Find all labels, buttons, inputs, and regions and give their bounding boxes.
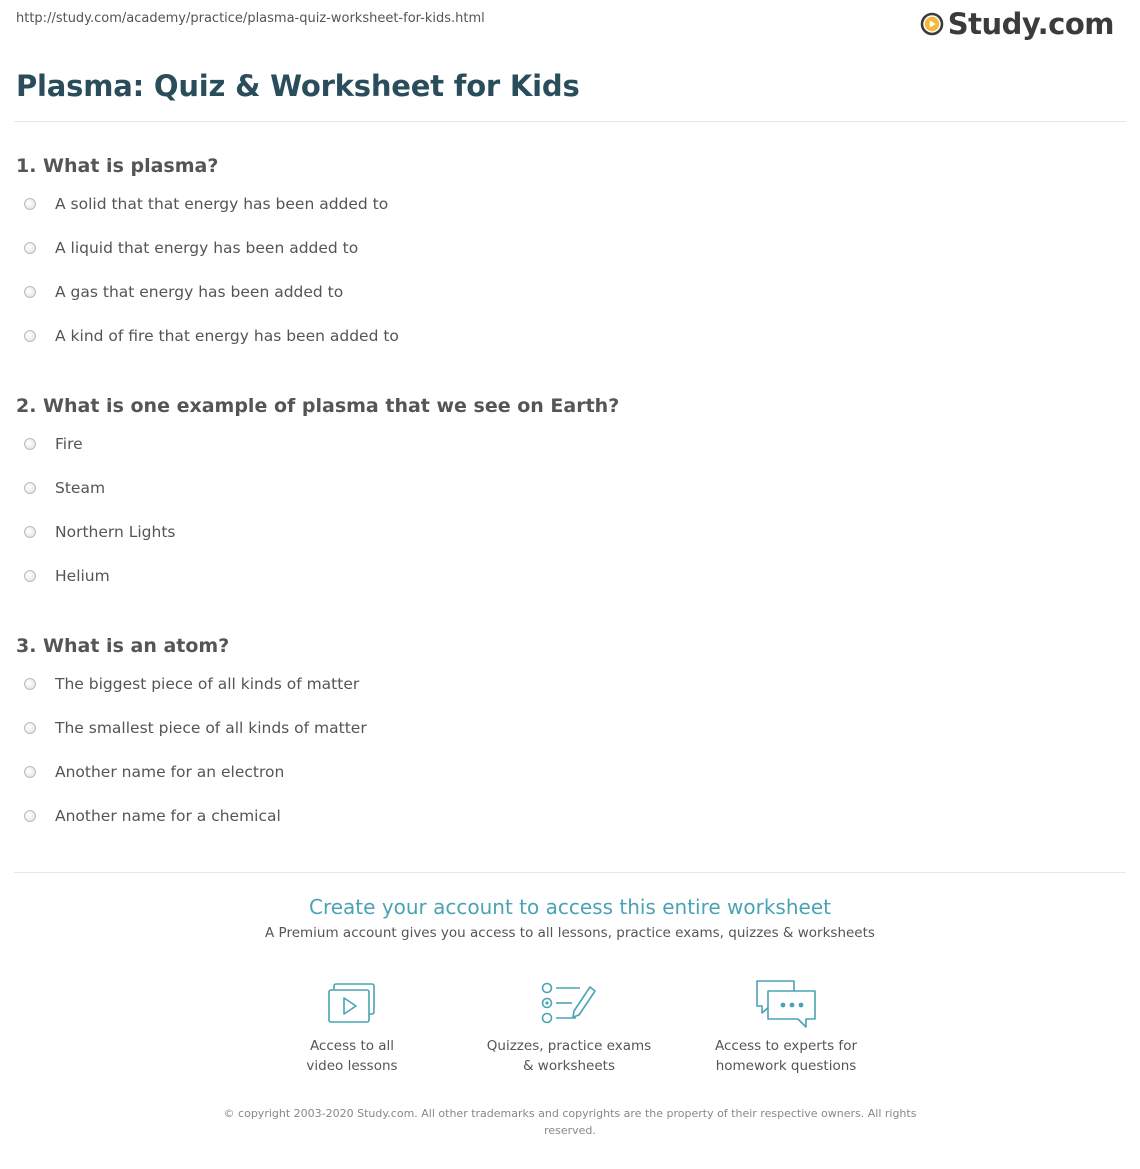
radio-button[interactable]: [24, 526, 36, 538]
divider: [14, 121, 1126, 122]
option-label: Fire: [55, 435, 83, 453]
quiz-checklist-icon: [540, 981, 598, 1027]
page-title: Plasma: Quiz & Worksheet for Kids: [16, 69, 580, 103]
feature-label: Access to experts for: [714, 1038, 857, 1054]
option-label: A gas that energy has been added to: [55, 283, 344, 301]
answer-option[interactable]: [16, 422, 1116, 466]
divider: [14, 872, 1126, 873]
video-lessons-icon: [326, 982, 378, 1026]
radio-button[interactable]: [24, 482, 36, 494]
question-title: 3. What is an atom?: [16, 635, 230, 657]
answer-option[interactable]: [16, 554, 1116, 598]
radio-button[interactable]: [24, 438, 36, 450]
question-title: 1. What is plasma?: [16, 155, 219, 177]
radio-button[interactable]: [24, 810, 36, 822]
question-3: [16, 632, 1116, 838]
answer-option[interactable]: [16, 706, 1116, 750]
option-label: The smallest piece of all kinds of matter: [55, 719, 367, 737]
radio-button[interactable]: [24, 330, 36, 342]
radio-button[interactable]: [24, 242, 36, 254]
copyright-text: reserved.: [544, 1124, 596, 1137]
answer-option[interactable]: [16, 466, 1116, 510]
question-title: 2. What is one example of plasma that we see on Earth?: [16, 395, 620, 417]
study-logo[interactable]: [920, 6, 1114, 42]
option-label: A kind of fire that energy has been added to: [55, 327, 399, 345]
promo-subtitle: A Premium account gives you access to all lessons, practice exams, quizzes & worksheets: [265, 925, 875, 941]
feature-label: video lessons: [306, 1058, 398, 1074]
copyright-text: © copyright 2003-2020 Study.com. All other trademarks and copyrights are the property of their respective owners. All rights: [223, 1107, 917, 1120]
option-label: Steam: [55, 479, 106, 497]
play-logo-icon: [920, 12, 944, 36]
feature-label: homework questions: [715, 1058, 857, 1074]
answer-option[interactable]: [16, 226, 1116, 270]
feature-quizzes: [469, 975, 669, 1076]
radio-button[interactable]: [24, 286, 36, 298]
create-account-link[interactable]: Create your account to access this entire worksheet: [309, 895, 831, 919]
option-label: Another name for an electron: [55, 763, 285, 781]
radio-button[interactable]: [24, 766, 36, 778]
option-label: A solid that that energy has been added to: [55, 195, 389, 213]
radio-button[interactable]: [24, 722, 36, 734]
signup-promo: [0, 895, 1140, 941]
answer-option[interactable]: [16, 314, 1116, 358]
feature-label: Quizzes, practice exams: [486, 1038, 652, 1054]
answer-option[interactable]: [16, 510, 1116, 554]
question-2: [16, 392, 1116, 598]
feature-experts: [686, 975, 886, 1076]
chat-bubbles-icon: [754, 978, 818, 1030]
feature-video-lessons: [252, 975, 452, 1076]
option-label: Another name for a chemical: [55, 807, 281, 825]
answer-option[interactable]: [16, 270, 1116, 314]
option-label: A liquid that energy has been added to: [55, 239, 359, 257]
feature-label: Access to all: [309, 1038, 395, 1054]
page-url: http://study.com/academy/practice/plasma-quiz-worksheet-for-kids.html: [16, 11, 485, 26]
logo-text: Study.com: [947, 7, 1114, 41]
answer-option[interactable]: [16, 794, 1116, 838]
option-label: Northern Lights: [55, 523, 176, 541]
option-label: The biggest piece of all kinds of matter: [55, 675, 360, 693]
radio-button[interactable]: [24, 570, 36, 582]
feature-label: & worksheets: [522, 1058, 615, 1074]
answer-option[interactable]: [16, 750, 1116, 794]
option-label: Helium: [55, 567, 110, 585]
answer-option[interactable]: [16, 662, 1116, 706]
quiz-questions: [16, 152, 1116, 872]
radio-button[interactable]: [24, 678, 36, 690]
question-1: [16, 152, 1116, 358]
answer-option[interactable]: [16, 182, 1116, 226]
copyright-footer: [0, 1105, 1140, 1139]
radio-button[interactable]: [24, 198, 36, 210]
